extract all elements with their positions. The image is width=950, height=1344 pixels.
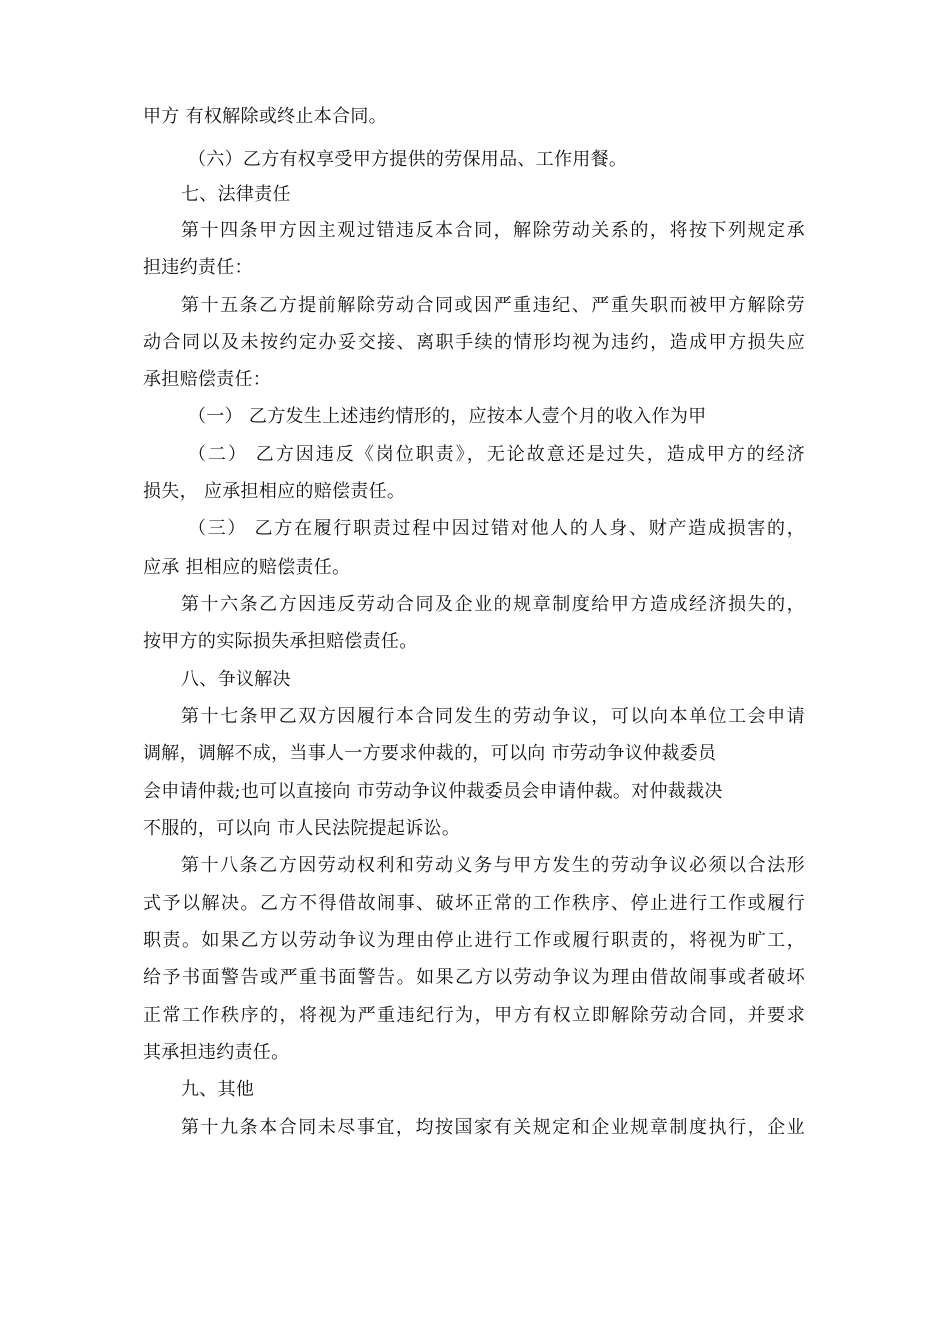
- text-line: 动合同以及未按约定办妥交接、离职手续的情形均视为违约，造成甲方损失应: [143, 332, 805, 353]
- text-line: 损失， 应承担相应的赔偿责任。: [143, 481, 406, 502]
- text-line: 第十五条乙方提前解除劳动合同或因严重违纪、严重失职而被甲方解除劳: [181, 295, 805, 316]
- list-item: （二） 乙方因违反《岗位职责》，无论故意还是过失，造成甲方的经济: [188, 444, 805, 465]
- list-item: （三） 乙方在履行职责过程中因过错对他人的人身、财产造成损害的，: [188, 518, 805, 539]
- text-line: 会申请仲裁;也可以直接向 市劳动争议仲裁委员会申请仲裁。对仲裁裁决: [143, 781, 723, 802]
- text-line: 应承 担相应的赔偿责任。: [143, 557, 351, 578]
- text-line: 第十七条甲乙双方因履行本合同发生的劳动争议，可以向本单位工会申请: [181, 706, 805, 727]
- section-heading: 七、法律责任: [181, 184, 291, 205]
- text-line: 第十六条乙方因违反劳动合同及企业的规章制度给甲方造成经济损失的，: [181, 594, 805, 615]
- text-line: 调解，调解不成，当事人一方要求仲裁的，可以向 市劳动争议仲裁委员: [143, 743, 717, 764]
- text-line: 第十九条本合同未尽事宜，均按国家有关规定和企业规章制度执行，企业: [181, 1117, 805, 1138]
- text-line: 担违约责任：: [143, 257, 253, 278]
- text-line: 第十四条甲方因主观过错违反本合同，解除劳动关系的，将按下列规定承: [181, 220, 805, 241]
- section-heading: 八、争议解决: [181, 669, 291, 690]
- text-line: 甲方 有权解除或终止本合同。: [143, 106, 387, 127]
- section-heading: 九、其他: [181, 1079, 255, 1100]
- text-line: 不服的，可以向 市人民法院提起诉讼。: [143, 818, 461, 839]
- text-line: 给予书面警告或严重书面警告。如果乙方以劳动争议为理由借故闹事或者破坏: [143, 967, 805, 988]
- text-line: 正常工作秩序的，将视为严重违纪行为，甲方有权立即解除劳动合同，并要求: [143, 1005, 805, 1026]
- text-line: 承担赔偿责任：: [143, 369, 272, 390]
- list-item: （一） 乙方发生上述违约情形的，应按本人壹个月的收入作为甲: [188, 406, 707, 427]
- text-line: 其承担违约责任。: [143, 1042, 290, 1063]
- text-line: 按甲方的实际损失承担赔偿责任。: [143, 631, 418, 652]
- text-line: 第十八条乙方因劳动权利和劳动义务与甲方发生的劳动争议必须以合法形: [181, 855, 805, 876]
- text-line: （六）乙方有权享受甲方提供的劳保用品、工作用餐。: [188, 149, 628, 170]
- text-line: 式予以解决。乙方不得借故闹事、破坏正常的工作秩序、停止进行工作或履行: [143, 893, 805, 914]
- text-line: 职责。如果乙方以劳动争议为理由停止进行工作或履行职责的，将视为旷工，: [143, 930, 805, 951]
